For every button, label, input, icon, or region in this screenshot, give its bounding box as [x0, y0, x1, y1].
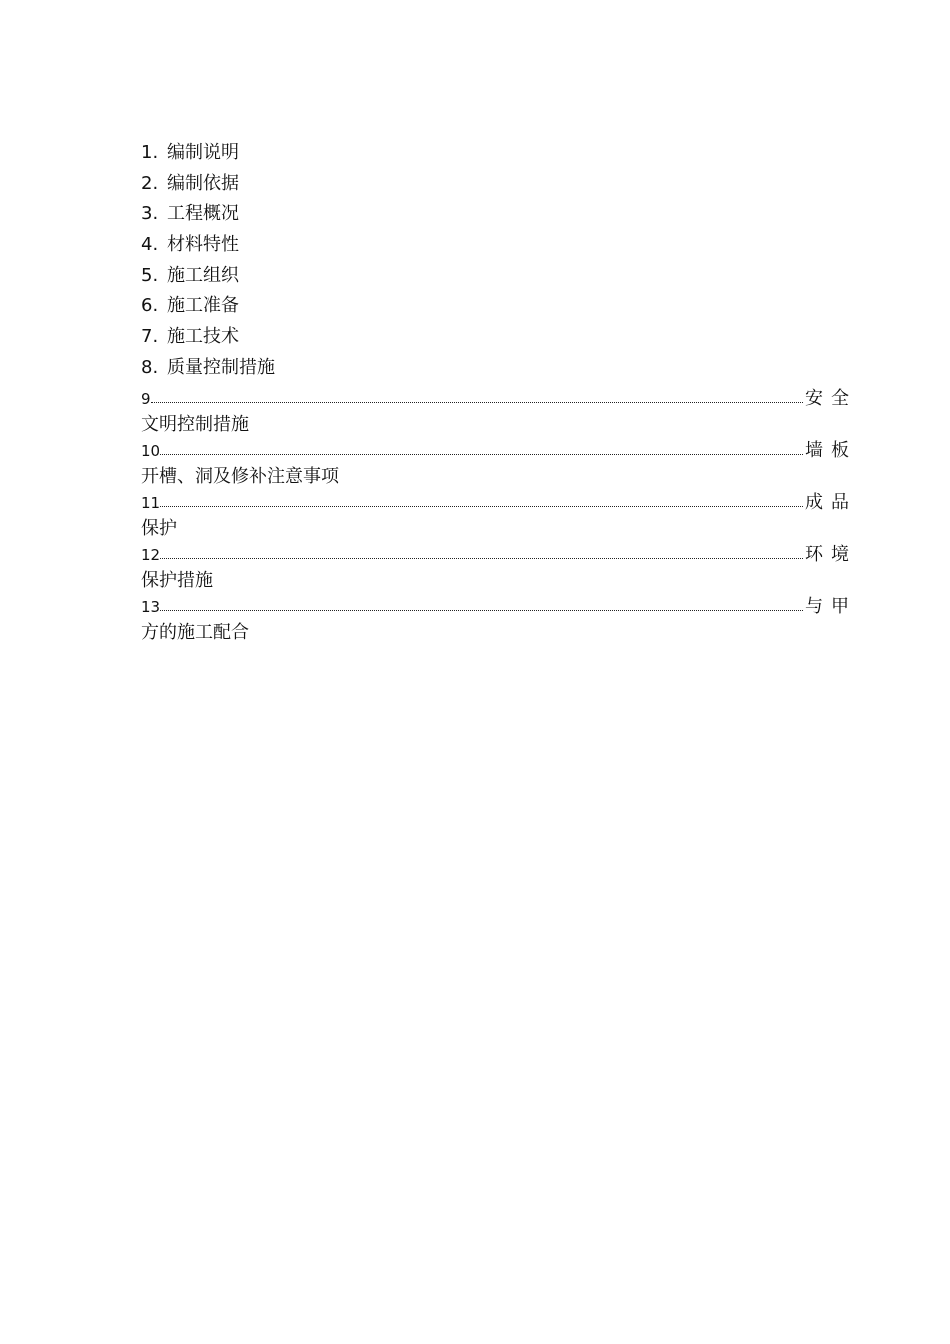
toc-entry-number: 9 — [141, 389, 151, 408]
toc-entry-title-continuation: 方的施工配合 — [141, 621, 249, 643]
toc-entry-number: 5. — [141, 264, 159, 286]
toc-entry-leader-line — [141, 490, 857, 516]
toc-entry-title-start: 成品 — [805, 491, 857, 513]
toc-entry-title: 施工技术 — [167, 326, 239, 348]
dot-leader — [160, 505, 803, 507]
toc-entry-title: 编制依据 — [167, 172, 239, 194]
toc-entry-3 — [141, 201, 849, 227]
toc-entry-leader-line — [141, 542, 857, 568]
toc-entry-title-start: 与甲 — [805, 595, 857, 617]
toc-entry-8 — [141, 355, 849, 381]
dot-leader — [160, 557, 803, 559]
toc-entry-number: 11 — [141, 493, 161, 512]
toc-entry-title: 材料特性 — [167, 234, 239, 256]
toc-entry-number: 7. — [141, 326, 159, 348]
toc-entry-7 — [141, 324, 849, 350]
toc-entry-number: 6. — [141, 295, 159, 317]
toc-entry-number: 10 — [141, 441, 161, 460]
toc-entry-5 — [141, 263, 849, 289]
dot-leader — [160, 453, 803, 455]
toc-entry-title-continuation: 文明控制措施 — [141, 413, 249, 435]
toc-entry-1 — [141, 140, 849, 166]
toc-entry-number: 8. — [141, 356, 159, 378]
dot-leader — [160, 609, 803, 611]
toc-entry-number: 13 — [141, 597, 161, 616]
table-of-contents — [141, 140, 857, 646]
toc-entry-2 — [141, 171, 849, 197]
toc-entry-11 — [141, 490, 857, 542]
toc-entry-title: 施工准备 — [167, 295, 239, 317]
toc-entry-10 — [141, 438, 857, 490]
toc-entry-leader-line — [141, 438, 857, 464]
toc-entry-number: 4. — [141, 234, 159, 256]
toc-entry-title-continuation: 保护措施 — [141, 569, 213, 591]
toc-entry-number: 3. — [141, 203, 159, 225]
toc-entry-number: 1. — [141, 142, 159, 163]
toc-entry-title: 工程概况 — [167, 203, 239, 225]
dot-leader — [151, 401, 803, 403]
toc-entry-6 — [141, 293, 849, 319]
toc-entry-title-start: 墙板 — [805, 439, 857, 461]
toc-entry-4 — [141, 232, 849, 258]
toc-entry-9 — [141, 386, 857, 438]
toc-entry-12 — [141, 542, 857, 594]
toc-entry-title-continuation: 开槽、洞及修补注意事项 — [141, 465, 339, 487]
toc-entry-title: 质量控制措施 — [167, 356, 275, 378]
toc-entry-leader-line — [141, 386, 857, 412]
toc-entry-title: 施工组织 — [167, 264, 239, 286]
toc-entry-title-start: 环境 — [805, 543, 857, 565]
toc-entry-13 — [141, 594, 857, 646]
toc-entry-title-continuation: 保护 — [141, 517, 177, 539]
toc-entry-leader-line — [141, 594, 857, 620]
toc-entry-title-start: 安全 — [805, 387, 857, 409]
toc-entry-title: 编制说明 — [167, 142, 239, 163]
toc-entry-number: 2. — [141, 172, 159, 194]
toc-entry-number: 12 — [141, 545, 161, 564]
